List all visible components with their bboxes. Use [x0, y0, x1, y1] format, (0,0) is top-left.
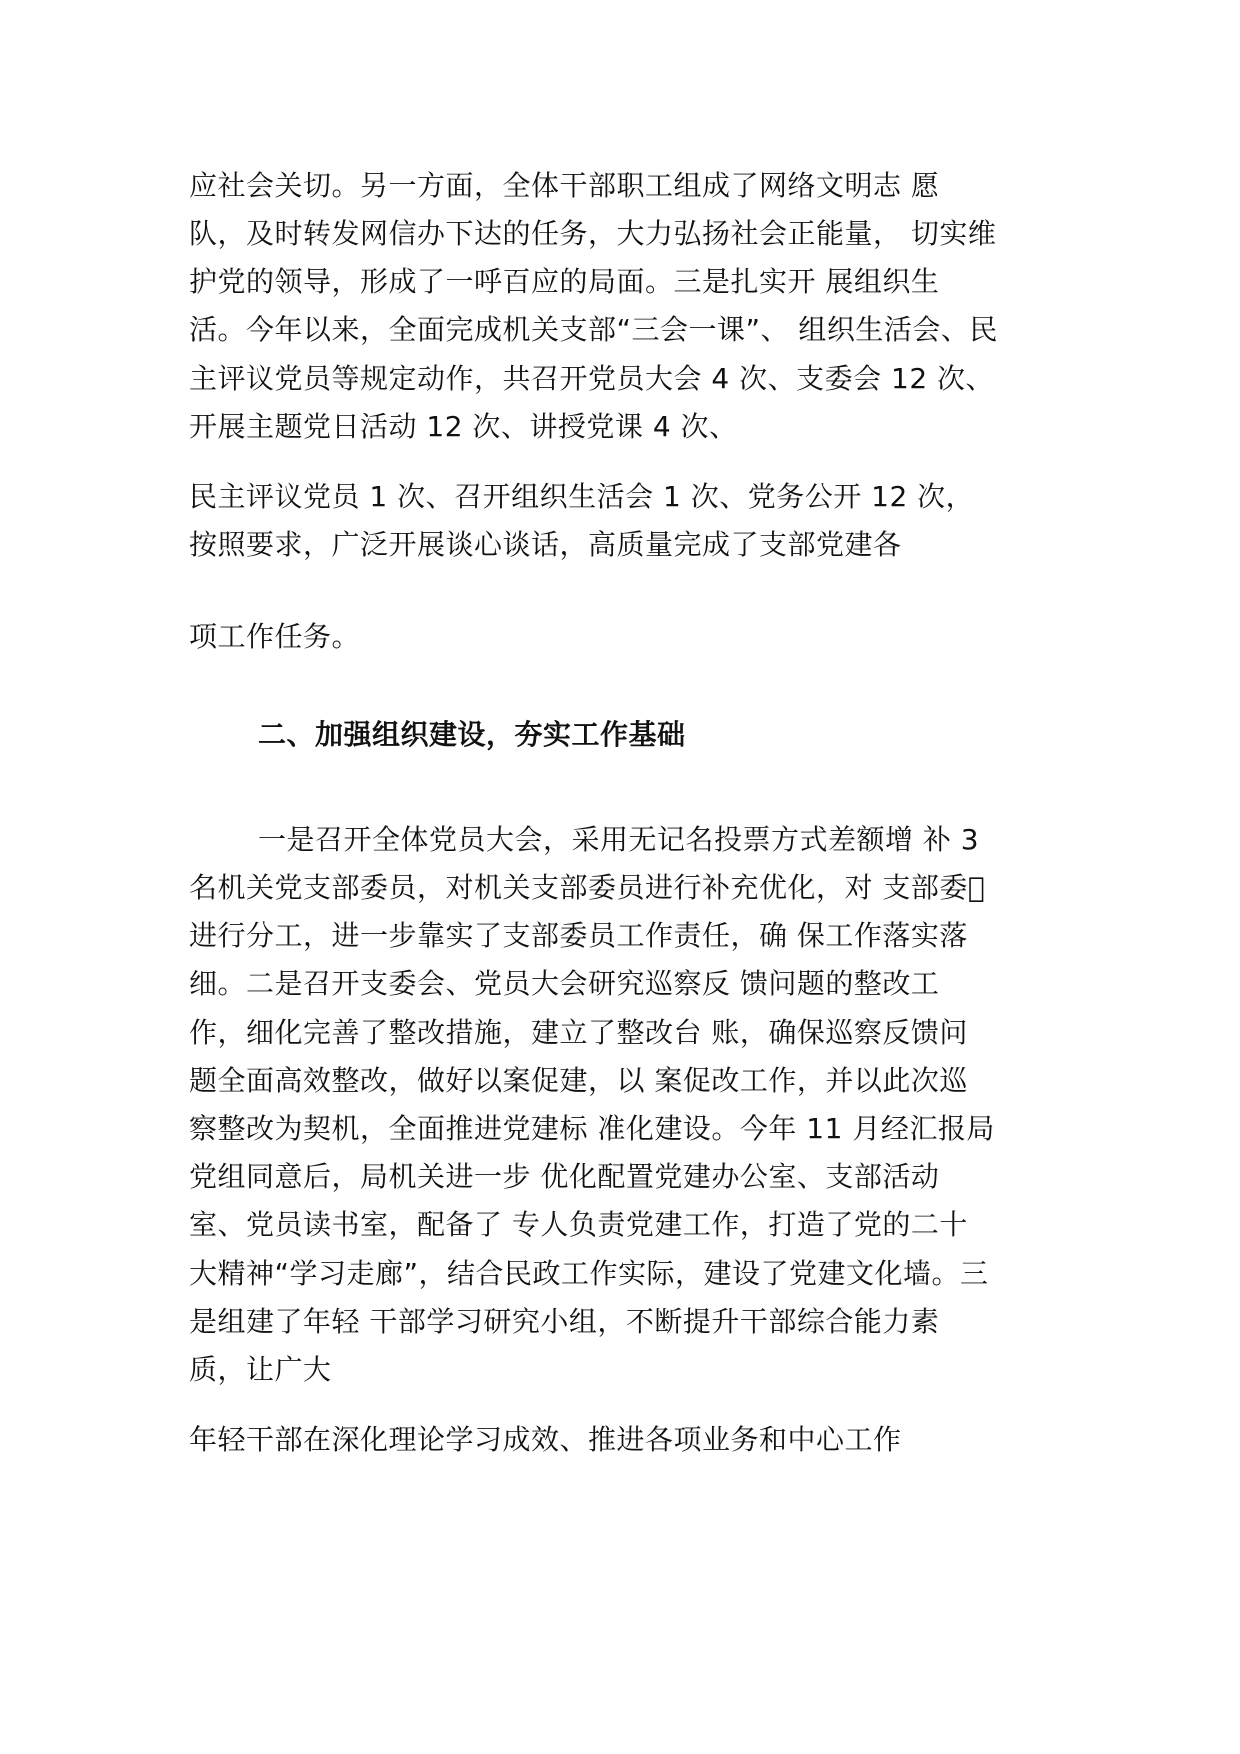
body-line: 项工作任务。	[189, 620, 361, 653]
body-line: 护党的领导，形成了一呼百应的局面。三是扎实开 展组织生	[189, 265, 940, 298]
body-line: 是组建了年轻 干部学习研究小组，不断提升干部综合能力素	[189, 1305, 940, 1338]
body-line: 进行分工，进一步靠实了支部委员工作责任，确 保工作落实落	[189, 919, 968, 952]
body-line: 作，细化完善了整改措施，建立了整改台 账，确保巡察反馈问	[189, 1016, 968, 1049]
body-line: 队，及时转发网信办下达的任务，大力弘扬社会正能量， 切实维	[189, 217, 997, 250]
body-line: 活。今年以来，全面完成机关支部“三会一课”、 组织生活会、民	[189, 313, 998, 346]
body-line: 主评议党员等规定动作，共召开党员大会 4 次、支委会 12 次、	[189, 362, 995, 395]
body-line: 细。二是召开支委会、党员大会研究巡察反 馈问题的整改工	[189, 967, 940, 1000]
body-line: 开展主题党日活动 12 次、讲授党课 4 次、	[189, 410, 738, 443]
section-heading: 二、加强组织建设，夯实工作基础	[258, 718, 686, 751]
body-line: 名机关党支部委员，对机关支部委员进行补充优化，对 支部委􏿾	[189, 871, 986, 904]
body-line: 年轻干部在深化理论学习成效、推进各项业务和中心工作	[189, 1423, 902, 1456]
body-line: 一是召开全体党员大会，采用无记名投票方式差额增 补 3	[258, 823, 980, 856]
body-line: 民主评议党员 1 次、召开组织生活会 1 次、党务公开 12 次，	[189, 480, 975, 513]
body-line: 室、党员读书室，配备了 专人负责党建工作，打造了党的二十	[189, 1208, 968, 1241]
body-line: 质，让广大	[189, 1353, 332, 1386]
body-line: 题全面高效整改，做好以案促建，以 案促改工作，并以此次巡	[189, 1064, 968, 1097]
body-line: 党组同意后，局机关进一步 优化配置党建办公室、支部活动	[189, 1160, 940, 1193]
body-line: 按照要求，广泛开展谈心谈话，高质量完成了支部党建各	[189, 528, 902, 561]
body-line: 大精神“学习走廊”，结合民政工作实际，建设了党建文化墙。三	[189, 1257, 989, 1290]
body-line: 应社会关切。另一方面，全体干部职工组成了网络文明志 愿	[189, 169, 940, 202]
body-line: 察整改为契机，全面推进党建标 准化建设。今年 11 月经汇报局	[189, 1112, 995, 1145]
